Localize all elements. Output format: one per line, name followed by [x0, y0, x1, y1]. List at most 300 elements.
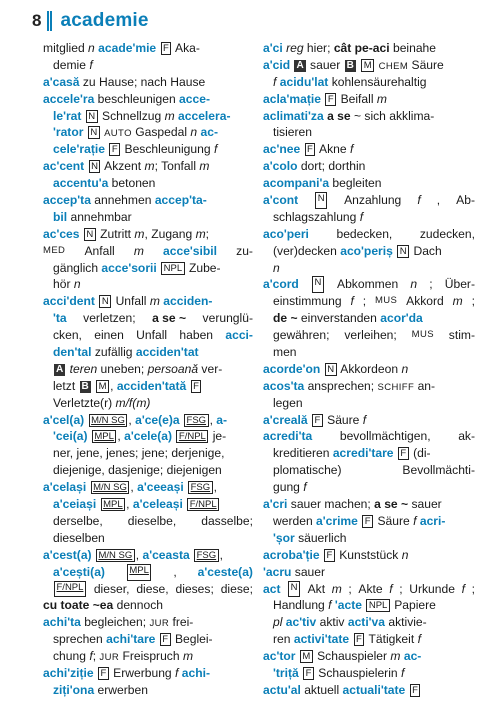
entry-headword: cele'rație [53, 142, 105, 157]
entry-line [263, 530, 475, 547]
entry-line [43, 40, 253, 57]
definition-text [349, 632, 352, 646]
definition-text: Anzahlung [344, 193, 402, 208]
entry-line [43, 57, 253, 74]
entry-headword: a'ce(e)a [135, 412, 180, 427]
entry-line [43, 513, 253, 530]
entry-line [263, 614, 475, 631]
grammar-tag: FSG [194, 549, 219, 562]
definition-text: beschleunigen [94, 91, 180, 106]
entry-line [263, 344, 475, 361]
definition-text: Akzent [101, 159, 145, 174]
gender-tag: F [160, 633, 171, 646]
gender-tag: F [324, 549, 335, 562]
entry-headword: a'cele(a) [124, 429, 173, 444]
sense-marker: A [56, 363, 64, 375]
entry-headword: 'ta [53, 311, 67, 326]
sense-marker: B [346, 59, 354, 71]
definition-text [299, 666, 302, 680]
entry-headword: accep'ta [43, 193, 91, 208]
entry-line [43, 226, 253, 243]
entry-line [43, 74, 253, 91]
definition-text: je- [209, 429, 227, 444]
gender-tag: N [99, 295, 111, 308]
entry-line [43, 310, 253, 327]
entry-headword: accelera- [178, 108, 231, 123]
entry-headword: a'ceeași [137, 480, 184, 495]
definition-text: ; Tonfall [154, 159, 200, 174]
entry-headword: acorde'on [263, 361, 321, 376]
definition-text: Beifall [337, 91, 377, 106]
entry-headword: 'acru [263, 564, 292, 579]
entry-line [43, 581, 253, 598]
entry-line [263, 682, 475, 699]
bold-phrase: a se ~ [152, 311, 187, 326]
entry-line [43, 124, 253, 141]
entry-headword: acci- [225, 328, 253, 343]
entry-line [43, 243, 253, 260]
grammar-label: teren [69, 361, 98, 376]
definition-text: verleihen; [344, 328, 397, 343]
definition-text [358, 514, 361, 528]
entry-headword: acredi'tare [332, 446, 394, 461]
definition-text: Handlung [273, 598, 329, 613]
definition-text: ver- [198, 361, 223, 376]
definition-text: , Zugang [144, 226, 196, 241]
definition-text: ansprechen; [304, 378, 378, 393]
entry-line [43, 108, 253, 125]
entry-headword: acredi'ta [263, 429, 313, 444]
entry-headword: a'creală [263, 412, 308, 427]
gender-tag: F [305, 143, 316, 156]
entry-line [263, 361, 475, 378]
grammar-tag: F/NPL [176, 430, 208, 443]
definition-text: einverstanden [297, 311, 381, 326]
definition-text: , [209, 412, 217, 427]
definition-text: bedecken, [336, 226, 393, 241]
definition-text: zu Hause; nach Hause [79, 74, 206, 89]
header-divider [47, 11, 52, 31]
grammar-label: f [413, 513, 417, 528]
entry-line [43, 445, 253, 462]
definition-text: Verletzte(r) [53, 395, 116, 410]
definition-text [405, 683, 408, 697]
entry-headword: ac- [403, 649, 422, 664]
entry-line [43, 682, 253, 699]
entry-headword: ac'cent [43, 159, 85, 174]
grammar-label: f [461, 581, 465, 596]
definition-text [295, 649, 298, 663]
entry-headword: achi'tare [106, 632, 156, 647]
entry-line [43, 361, 253, 378]
definition-text [180, 413, 183, 427]
definition-text: dasselbe; [201, 513, 253, 528]
grammar-label: f [213, 142, 218, 157]
definition-text: zu- [236, 243, 253, 258]
grammar-label: f [359, 209, 364, 224]
definition-text: , [219, 547, 224, 562]
entry-headword: 'triță [273, 665, 299, 680]
entry-headword: acce- [179, 91, 210, 106]
definition-text: ; [429, 277, 433, 292]
entry-line [263, 108, 475, 125]
grammar-label: f [349, 142, 354, 157]
entry-headword: a'colo [263, 159, 298, 174]
bold-phrase: a se ~ [374, 497, 409, 512]
entry-headword: a'ceste(a) [197, 564, 253, 579]
gender-tag: N [288, 581, 300, 598]
entry-line [263, 597, 475, 614]
definition-text [92, 379, 95, 393]
entry-headword: a'crime [316, 513, 358, 528]
definition-text: , [135, 547, 143, 562]
definition-text [321, 92, 324, 106]
entry-headword: a'cești(a) [53, 564, 105, 579]
grammar-label: n [73, 277, 81, 292]
definition-text: stim- [448, 328, 475, 343]
definition-text [87, 429, 90, 443]
grammar-label: n [401, 361, 409, 376]
definition-text: bevollmächtigen, [339, 429, 431, 444]
entry-line [263, 479, 475, 496]
entry-line [43, 141, 253, 158]
definition-text: annehmen [90, 193, 155, 208]
entry-line [263, 547, 475, 564]
entry-headword: achi'ziție [43, 665, 94, 680]
entry-line [263, 276, 475, 293]
entry-headword: aclimati'za [263, 108, 324, 123]
definition-text: haben [179, 328, 214, 343]
entry-headword: 'rator [53, 125, 84, 140]
entry-line [43, 293, 253, 310]
entry-line [263, 648, 475, 665]
definition-text: verletzen; [83, 311, 136, 326]
entry-headword: accele'ra [43, 91, 95, 106]
definition-text: kohlensäurehaltig [328, 74, 427, 89]
grammar-label: f [303, 480, 307, 495]
entry-line [263, 631, 475, 648]
entry-line [43, 479, 253, 496]
entry-line [263, 260, 475, 277]
definition-text [83, 125, 86, 139]
grammar-label: m [452, 294, 463, 309]
definition-text: Zutritt [96, 226, 135, 241]
entry-line [263, 378, 475, 395]
definition-text: , [110, 378, 117, 393]
entry-line [263, 209, 475, 226]
entry-headword: ac- [200, 125, 218, 140]
definition-text: legen [273, 395, 303, 410]
definition-text: Dach [410, 243, 442, 258]
entry-headword: a'cord [263, 277, 299, 292]
entry-line [43, 496, 253, 513]
definition-text: frei- [169, 615, 194, 630]
definition-text: annehmbar [67, 209, 132, 224]
entry-headword: acciden'tat [135, 345, 199, 360]
entry-headword: a'cont [263, 193, 299, 208]
entry-headword: a'celași [43, 480, 87, 495]
definition-text: Akkordeon [337, 361, 402, 376]
entry-line [263, 226, 475, 243]
entry-headword: acompani'a [263, 176, 330, 191]
entry-headword: acce'sibil [163, 243, 218, 258]
grammar-label: n [410, 277, 418, 292]
definition-text: ; [471, 294, 475, 309]
definition-text: einen [94, 328, 124, 343]
entry-line [263, 327, 475, 344]
definition-text [184, 480, 187, 494]
definition-text: Abkommen [337, 277, 399, 292]
definition-text: Beschleunigung [121, 142, 214, 157]
entry-line [263, 293, 475, 310]
definition-text: ; [348, 581, 352, 596]
entry-headword: acciden- [163, 294, 213, 309]
definition-text [156, 41, 159, 55]
grammar-label: f [89, 649, 93, 664]
domain-label: CHEM [378, 60, 409, 72]
definition-text: diese; [220, 581, 253, 596]
grammar-label: m [376, 91, 387, 106]
definition-text: ; [205, 226, 210, 241]
definition-text: sauer [306, 57, 344, 72]
grammar-tag: F/NPL [187, 498, 219, 511]
grammar-label: m [195, 226, 206, 241]
entry-line [43, 276, 253, 293]
entry-headword: acade'mie [98, 41, 157, 55]
grammar-label: f [175, 665, 179, 680]
definition-text: Erwerbung [109, 665, 176, 680]
definition-text: cken, [53, 328, 82, 343]
entry-headword: act [263, 581, 281, 596]
entry-line [43, 462, 253, 479]
definition-text: , [126, 497, 133, 512]
definition-text: verunglü- [202, 311, 253, 326]
gender-tag: F [312, 414, 323, 427]
entry-headword: a'ceasta [142, 547, 190, 562]
gender-tag: N [88, 126, 100, 139]
definition-text [84, 413, 87, 427]
definition-text: Schauspielerin [314, 665, 401, 680]
domain-label: MED [43, 244, 66, 256]
definition-text [96, 497, 99, 511]
entry-headword: ziți'ona [53, 682, 95, 697]
definition-text: Beglei- [171, 632, 213, 647]
definition-text: derselbe, [53, 513, 103, 528]
definition-text: Aka- [172, 41, 200, 55]
entry-headword: achi- [181, 665, 210, 680]
definition-text: dort; dorthin [297, 159, 366, 174]
entry-line [263, 496, 475, 513]
grammar-label: m [182, 649, 194, 664]
grammar-label: m [133, 243, 144, 258]
entry-line [263, 192, 475, 209]
entry-line [263, 428, 475, 445]
entry-headword: acciden'tată [116, 378, 187, 393]
grammar-label: m [390, 649, 401, 664]
right-column [263, 40, 475, 699]
definition-text [190, 548, 193, 562]
entry-headword: actu'al [263, 682, 301, 697]
definition-text: Gaspedal [131, 125, 191, 140]
gender-tag: NPL [366, 599, 389, 612]
entry-headword: activi'tate [293, 632, 350, 647]
entry-headword: acri- [419, 513, 446, 528]
grammar-label: reg [286, 41, 304, 55]
grammar-label: m [144, 159, 155, 174]
definition-text: diese, [136, 581, 169, 596]
definition-text [81, 109, 84, 123]
entry-line [43, 412, 253, 429]
entry-line [263, 40, 475, 57]
gender-tag: F [98, 667, 109, 680]
entry-headword: a'cid [263, 57, 291, 72]
entry-line [43, 327, 253, 344]
entry-line [43, 91, 253, 108]
definition-text: , [130, 480, 138, 495]
definition-text [362, 598, 365, 612]
definition-text [290, 58, 293, 72]
definition-text: sauer [291, 564, 326, 579]
entry-line [263, 513, 475, 530]
definition-text [308, 413, 311, 427]
entry-headword: a'celeași [132, 497, 183, 512]
definition-text: Schnellzug [98, 108, 165, 123]
entry-line [43, 260, 253, 277]
definition-text: Akne [316, 142, 350, 157]
bold-phrase: cât pe-aci [333, 41, 390, 55]
definition-text: aktiv [316, 615, 348, 630]
domain-label: SCHIFF [377, 381, 415, 393]
definition-text: ; [92, 649, 100, 664]
definition-text: zudecken, [419, 226, 475, 241]
definition-text [80, 227, 83, 241]
gender-tag: NPL [161, 262, 184, 275]
definition-text: diejenige, dasjenige; diejenigen [53, 463, 222, 478]
gender-tag: F [398, 447, 409, 460]
definition-text [357, 58, 360, 72]
definition-text: ren [273, 632, 294, 647]
definition-text: kreditieren [273, 446, 333, 461]
entry-headword: bil [53, 209, 68, 224]
entry-headword: acos'ta [263, 378, 305, 393]
entry-line [263, 175, 475, 192]
entry-line [43, 530, 253, 547]
entry-headword: achi'ta [43, 615, 81, 630]
definition-text: gewähren; [273, 328, 330, 343]
definition-text: säuerlich [294, 530, 347, 545]
gender-tag: M [361, 59, 374, 72]
definition-text [86, 480, 89, 494]
entry-headword: accentu'a [53, 176, 109, 191]
entry-line [263, 243, 475, 260]
entry-headword: aco'peri [263, 226, 309, 241]
grammar-tag: F/NPL [54, 581, 86, 598]
entry-headword: a'cel(a) [43, 412, 85, 427]
entry-line [43, 631, 253, 648]
gender-tag: F [109, 143, 120, 156]
sense-marker: A [296, 59, 304, 71]
gender-tag: M [96, 380, 109, 393]
entry-line [43, 192, 253, 209]
definition-text: Akte [358, 581, 383, 596]
entry-line [43, 614, 253, 631]
entry-line [263, 310, 475, 327]
definition-text: Ab- [456, 193, 475, 208]
definition-text: an- [414, 378, 436, 393]
definition-text [394, 446, 397, 460]
grammar-label: f [362, 412, 367, 427]
definition-text: , [128, 412, 136, 427]
definition-text: men [273, 345, 297, 360]
grammar-tag: FSG [188, 481, 213, 494]
definition-text: Unfall [136, 328, 168, 343]
entry-headword: ac'ces [43, 226, 80, 241]
bold-phrase: cu toate ~ea [43, 598, 114, 613]
gender-tag: N [312, 276, 324, 293]
definition-text [95, 294, 98, 308]
definition-text: gänglich [53, 260, 102, 275]
left-column [43, 40, 253, 699]
entry-line [43, 428, 253, 445]
entry-headword: actuali'tate [342, 682, 406, 697]
definition-text [105, 142, 108, 156]
entry-headword: aco'periș [340, 243, 393, 258]
definition-text: betonen [108, 176, 156, 191]
definition-text: Säure [408, 57, 444, 72]
gender-tag: F [325, 93, 336, 106]
definition-text: letzt [53, 378, 79, 393]
definition-text [320, 548, 323, 562]
entry-line [263, 665, 475, 682]
grammar-tag: MPL [101, 498, 126, 511]
definition-text: Säure [323, 412, 363, 427]
definition-text: (di- [409, 446, 431, 461]
running-headword: academie [60, 10, 149, 31]
grammar-label: f [89, 57, 93, 72]
grammar-label: persoană [147, 361, 199, 376]
definition-text: (ver)decken [273, 243, 341, 258]
grammar-label: m [199, 159, 210, 174]
definition-text: uneben; [97, 361, 148, 376]
grammar-tag: MPL [92, 430, 117, 443]
grammar-label: m/f(m) [115, 395, 151, 410]
entry-headword: 'cei(a) [53, 429, 88, 444]
definition-text: Schauspieler [313, 649, 391, 664]
page-header [32, 8, 149, 34]
definition-text [92, 548, 95, 562]
definition-text: einstimmung [273, 294, 342, 309]
definition-text: demie [53, 57, 90, 72]
entry-line [263, 395, 475, 412]
definition-text: ~ sich akklima- [350, 108, 435, 123]
gender-tag: F [410, 684, 421, 697]
domain-label: MUS [411, 329, 434, 341]
entry-line [263, 412, 475, 429]
definition-text: sprechen [53, 632, 107, 647]
grammar-label: m [149, 294, 160, 309]
grammar-label: m [134, 226, 145, 241]
gender-tag: N [84, 228, 96, 241]
definition-text: werden [273, 513, 317, 528]
grammar-label: m [331, 581, 342, 596]
entry-line [43, 175, 253, 192]
definition-text: zufällig [91, 345, 136, 360]
definition-text: dieselben [53, 530, 105, 545]
grammar-tag: M/N SG [89, 414, 128, 427]
entry-line [43, 665, 253, 682]
gender-tag: F [161, 42, 172, 55]
entry-line [263, 564, 475, 581]
